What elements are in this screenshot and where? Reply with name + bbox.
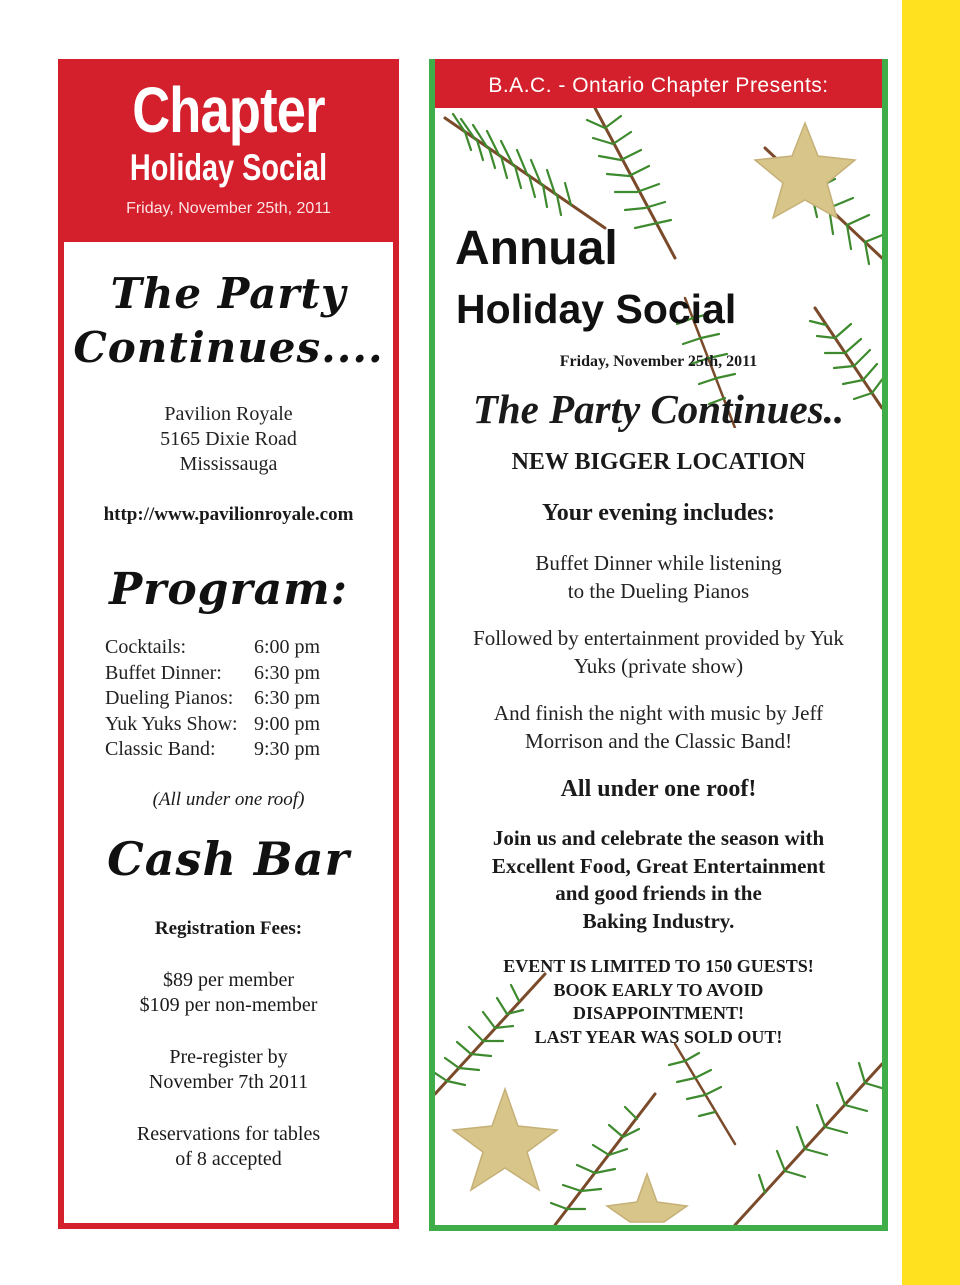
- program-title: Program:: [109, 564, 348, 615]
- program-row: [105, 737, 365, 763]
- gold-star-decoration: [607, 1174, 687, 1222]
- member-fee: $89 per member: [162, 969, 295, 991]
- buffet-line2: to the Dueling Pianos: [567, 579, 750, 603]
- join-line1: Join us and celebrate the season with: [492, 826, 825, 850]
- program-time: 6:30 pm: [254, 687, 321, 709]
- reservations-line2: of 8 accepted: [175, 1148, 282, 1170]
- all-under-one-roof: All under one roof!: [560, 776, 757, 802]
- party-continues-line1: The Party: [110, 269, 347, 318]
- party-continues-line2: Continues....: [73, 323, 384, 372]
- program-item: Dueling Pianos:: [105, 687, 234, 709]
- left-flyer-panel: [58, 59, 399, 1229]
- join-line4: Baking Industry.: [582, 909, 735, 933]
- cash-bar-title: Cash Bar: [107, 832, 350, 886]
- event-limit-line2: BOOK EARLY TO AVOID: [553, 980, 764, 1000]
- music-line2: Morrison and the Classic Band!: [524, 729, 793, 753]
- program-time: 6:00 pm: [254, 636, 321, 658]
- annual-title: Annual: [455, 222, 618, 275]
- join-line3: and good friends in the: [555, 881, 762, 905]
- program-item: Cocktails:: [105, 636, 187, 658]
- left-header-date: Friday, November 25th, 2011: [126, 200, 331, 217]
- left-body: [64, 242, 393, 1223]
- program-row: [105, 686, 365, 712]
- event-date: Friday, November 25th, 2011: [559, 353, 758, 370]
- event-limit-line1: EVENT IS LIMITED TO 150 GUESTS!: [503, 956, 814, 976]
- chapter-title: Chapter: [132, 74, 325, 146]
- non-member-fee: $109 per non-member: [139, 994, 318, 1016]
- venue-street: 5165 Dixie Road: [160, 428, 297, 450]
- right-flyer-panel: [429, 59, 888, 1231]
- program-item: Classic Band:: [105, 738, 216, 760]
- party-continues-heading: The Party Continues..: [472, 386, 845, 432]
- program-row: [105, 712, 365, 738]
- preregister-line2: November 7th 2011: [148, 1071, 309, 1093]
- gold-star-decoration: [453, 1089, 557, 1190]
- program-time: 9:00 pm: [254, 712, 321, 735]
- program-time: 9:30 pm: [254, 738, 321, 760]
- program-row: [105, 635, 365, 661]
- yellow-side-strip: [902, 0, 960, 1285]
- preregister-line1: Pre-register by: [169, 1046, 288, 1068]
- registration-fees-title: Registration Fees:: [154, 918, 303, 939]
- program-row: [105, 661, 365, 687]
- venue-url[interactable]: http://www.pavilionroyale.com: [103, 504, 354, 525]
- new-location-heading: NEW BIGGER LOCATION: [511, 449, 806, 475]
- entertainment-line2: Yuks (private show): [573, 654, 744, 678]
- event-limit-line3: DISAPPOINTMENT!: [572, 1003, 744, 1023]
- presents-banner: B.A.C. - Ontario Chapter Presents:: [435, 59, 882, 108]
- join-line2: Excellent Food, Great Entertainment: [491, 854, 826, 878]
- program-item: Yuk Yuks Show:: [105, 712, 238, 735]
- venue-city: Mississauga: [179, 453, 278, 475]
- program-time: 6:30 pm: [254, 661, 321, 684]
- holiday-social-subtitle: Holiday Social: [129, 147, 328, 188]
- evening-includes-heading: Your evening includes:: [542, 500, 775, 526]
- venue-name: Pavilion Royale: [164, 403, 293, 425]
- under-one-roof-note: (All under one roof): [152, 789, 305, 810]
- reservations-line1: Reservations for tables: [136, 1123, 321, 1145]
- entertainment-line1: Followed by entertainment provided by Yuk: [473, 626, 844, 650]
- program-item: Buffet Dinner:: [105, 661, 222, 684]
- left-header: [64, 59, 393, 242]
- music-line1: And finish the night with music by Jeff: [493, 701, 824, 725]
- buffet-line1: Buffet Dinner while listening: [535, 551, 782, 575]
- program-schedule: [105, 635, 365, 763]
- event-limit-line4: LAST YEAR WAS SOLD OUT!: [534, 1027, 783, 1047]
- holiday-social-title: Holiday Social: [456, 286, 737, 332]
